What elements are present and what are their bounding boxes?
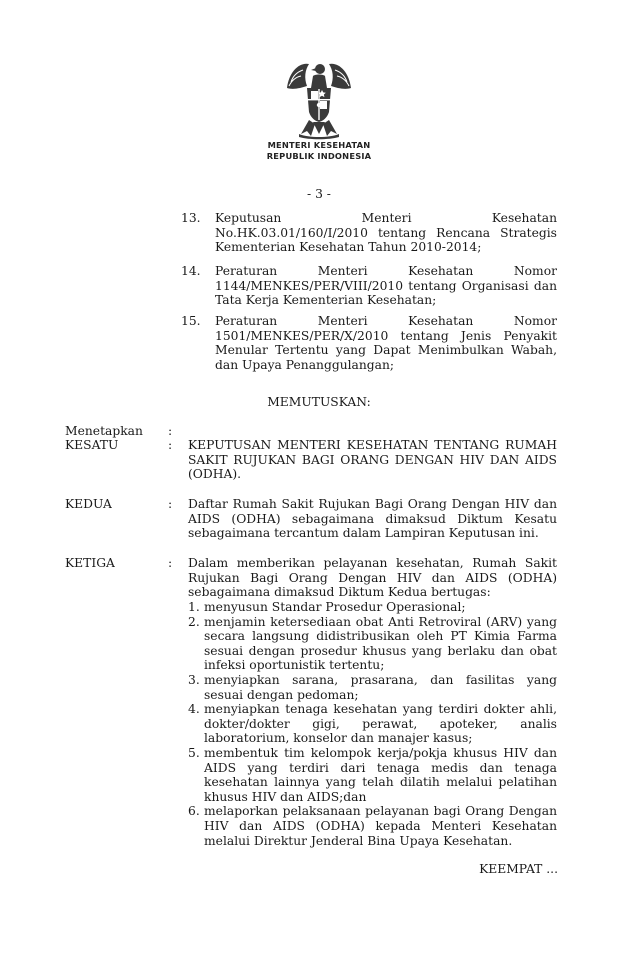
list-item bbox=[188, 600, 557, 615]
list-item bbox=[188, 615, 557, 673]
reference-item-15 bbox=[181, 314, 557, 372]
menetapkan-colon: : bbox=[168, 424, 173, 438]
list-item-number: 5. bbox=[188, 745, 200, 760]
page-number: - 3 - bbox=[307, 187, 331, 201]
reference-text: Peraturan Menteri Kesehatan Nomor 1144/MENKES/PER/VIII/2010 tentang Organisasi dan Tata Kerja Kementerian Kesehatan; bbox=[215, 264, 557, 308]
kedua-text: Daftar Rumah Sakit Rujukan Bagi Orang Dengan HIV dan AIDS (ODHA) sebagaimana dimaksud Diktum Kesatu sebagaimana tercantum dalam Lampiran Keputusan ini. bbox=[188, 497, 557, 541]
reference-text: Peraturan Menteri Kesehatan Nomor 1501/MENKES/PER/X/2010 tentang Jenis Penyakit Menular Tertentu yang Dapat Menimbulkan Wabah, dan Upaya Penanggulangan; bbox=[215, 314, 557, 372]
garuda-emblem-icon bbox=[283, 58, 355, 140]
next-page-marker: KEEMPAT ... bbox=[479, 862, 558, 876]
list-item-number: 4. bbox=[188, 702, 200, 717]
ketiga-label: KETIGA bbox=[65, 556, 115, 570]
reference-number: 13. bbox=[181, 211, 201, 225]
decision-heading: MEMUTUSKAN: bbox=[267, 395, 371, 409]
ketiga-task-list bbox=[188, 600, 557, 848]
country-name: REPUBLIK INDONESIA bbox=[266, 151, 372, 161]
list-item-number: 1. bbox=[188, 600, 200, 614]
list-item-text: menyusun Standar Prosedur Operasional; bbox=[204, 600, 466, 614]
list-item-text: menjamin ketersediaan obat Anti Retroviral (ARV) yang secara langsung didistribusikan oleh PT Kimia Farma sesuai dengan prosedur khusus yang berlaku dan obat infeksi oportunistik tertentu; bbox=[204, 614, 557, 673]
list-item bbox=[188, 804, 557, 848]
list-item-number: 2. bbox=[188, 614, 200, 629]
reference-text: Keputusan Menteri Kesehatan No.HK.03.01/160/I/2010 tentang Rencana Strategis Kementerian Kesehatan Tahun 2010-2014; bbox=[215, 211, 557, 255]
ketiga-intro: Dalam memberikan pelayanan kesehatan, Rumah Sakit Rujukan Bagi Orang Dengan HIV dan AIDS (ODHA) sebagaimana dimaksud Diktum Kedua bertugas: bbox=[188, 556, 557, 600]
menetapkan-label: Menetapkan bbox=[65, 424, 143, 438]
reference-number: 15. bbox=[181, 314, 201, 328]
kesatu-colon: : bbox=[168, 438, 173, 452]
list-item-number: 3. bbox=[188, 672, 200, 687]
kedua-label: KEDUA bbox=[65, 497, 112, 511]
kesatu-label: KESATU bbox=[65, 438, 119, 452]
ministry-name: MENTERI KESEHATAN bbox=[267, 140, 371, 150]
list-item-text: menyiapkan sarana, prasarana, dan fasilitas yang sesuai dengan pedoman; bbox=[204, 672, 557, 702]
reference-item-13 bbox=[181, 211, 557, 255]
list-item bbox=[188, 673, 557, 702]
list-item-text: menyiapkan tenaga kesehatan yang terdiri dokter ahli, dokter/dokter gigi, perawat, apoteker, analis laboratorium, konselor dan manajer kasus; bbox=[204, 702, 557, 746]
list-item bbox=[188, 702, 557, 746]
reference-item-14 bbox=[181, 264, 557, 308]
kesatu-text: KEPUTUSAN MENTERI KESEHATAN TENTANG RUMAH SAKIT RUJUKAN BAGI ORANG DENGAN HIV DAN AIDS (ODHA). bbox=[188, 438, 557, 482]
reference-number: 14. bbox=[181, 264, 201, 278]
ministry-letterhead bbox=[250, 140, 388, 162]
ketiga-colon: : bbox=[168, 556, 173, 570]
list-item-text: melaporkan pelaksanaan pelayanan bagi Orang Dengan HIV dan AIDS (ODHA) kepada Menteri Kesehatan melalui Direktur Jenderal Bina Upaya Kesehatan. bbox=[204, 804, 557, 848]
list-item bbox=[188, 746, 557, 804]
list-item-number: 6. bbox=[188, 804, 200, 819]
kedua-colon: : bbox=[168, 497, 173, 511]
list-item-text: membentuk tim kelompok kerja/pokja khusus HIV dan AIDS yang terdiri dari tenaga medis dan tenaga kesehatan lainnya yang telah dilatih melalui pelatihan khusus HIV dan AIDS;dan bbox=[204, 745, 557, 804]
